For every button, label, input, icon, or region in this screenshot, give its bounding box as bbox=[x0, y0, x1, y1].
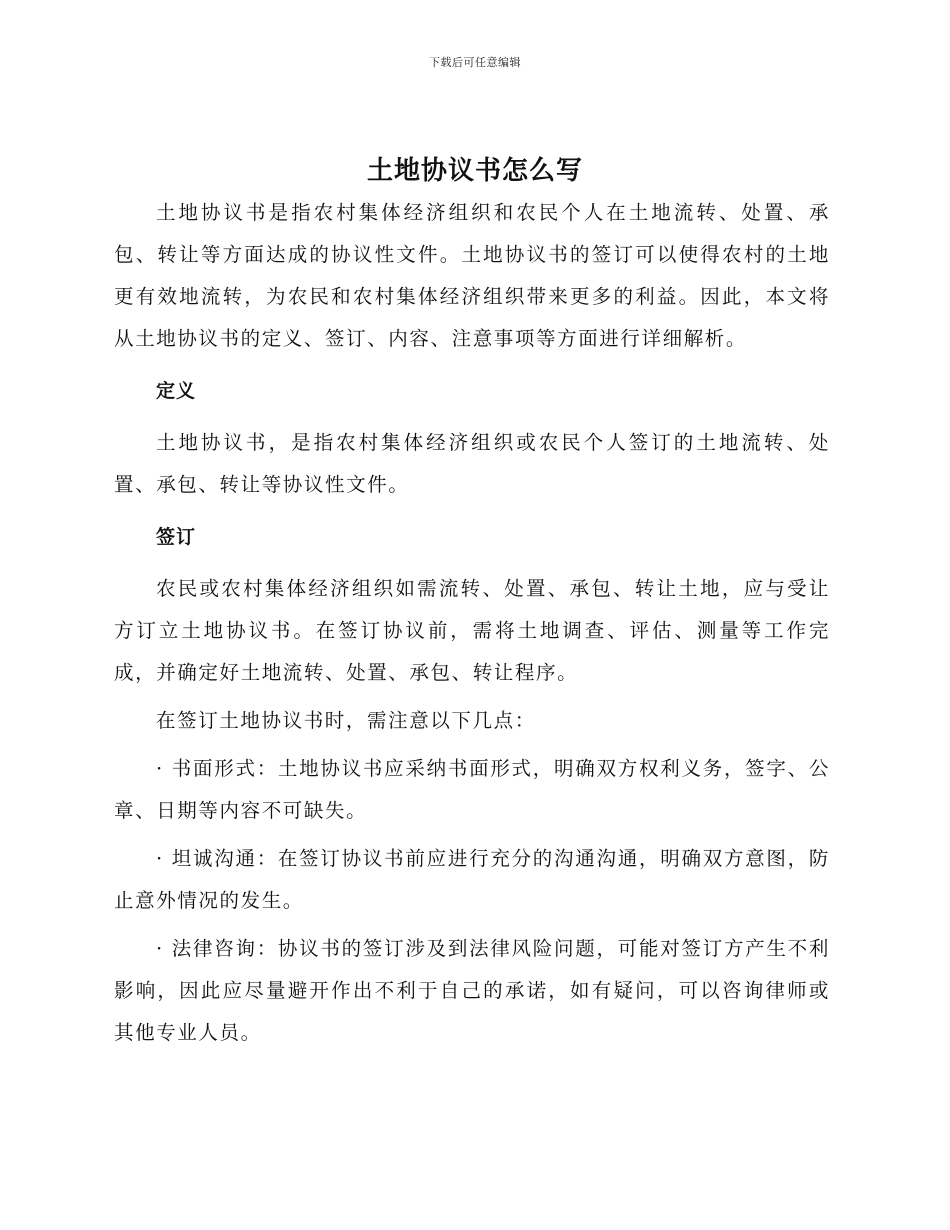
definition-paragraph: 土地协议书，是指农村集体经济组织或农民个人签订的土地流转、处置、承包、转让等协议性文件。 bbox=[114, 431, 830, 496]
section-heading-signing: 签订 bbox=[156, 526, 197, 548]
list-item-honest-communication: · 坦诚沟通：在签订协议书前应进行充分的沟通沟通，明确双方意图，防止意外情况的发生。 bbox=[114, 847, 830, 912]
signing-paragraph: 农民或农村集体经济组织如需流转、处置、承包、转让土地，应与受让方订立土地协议书。在签订协议前，需将土地调查、评估、测量等工作完成，并确定好土地流转、处置、承包、转让程序。 bbox=[114, 577, 830, 684]
document-body bbox=[114, 192, 830, 1054]
list-item-legal-consultation: · 法律咨询：协议书的签订涉及到法律风险问题，可能对签订方产生不利影响，因此应尽量避开作出不利于自己的承诺，如有疑问，可以咨询律师或其他专业人员。 bbox=[114, 937, 830, 1044]
header-note: 下载后可任意编辑 bbox=[429, 56, 521, 69]
document-title: 土地协议书怎么写 bbox=[366, 156, 583, 186]
list-item-written-form: · 书面形式：土地协议书应采纳书面形式，明确双方权利义务，签字、公章、日期等内容不可缺失。 bbox=[114, 757, 830, 822]
signing-notes-intro: 在签订土地协议书时，需注意以下几点： bbox=[156, 709, 536, 732]
section-heading-definition: 定义 bbox=[156, 380, 197, 402]
intro-paragraph: 土地协议书是指农村集体经济组织和农民个人在土地流转、处置、承包、转让等方面达成的协议性文件。土地协议书的签订可以使得农村的土地更有效地流转，为农民和农村集体经济组织带来更多的利益。因此，本文将从土地协议书的定义、签订、内容、注意事项等方面进行详细解析。 bbox=[114, 201, 830, 350]
